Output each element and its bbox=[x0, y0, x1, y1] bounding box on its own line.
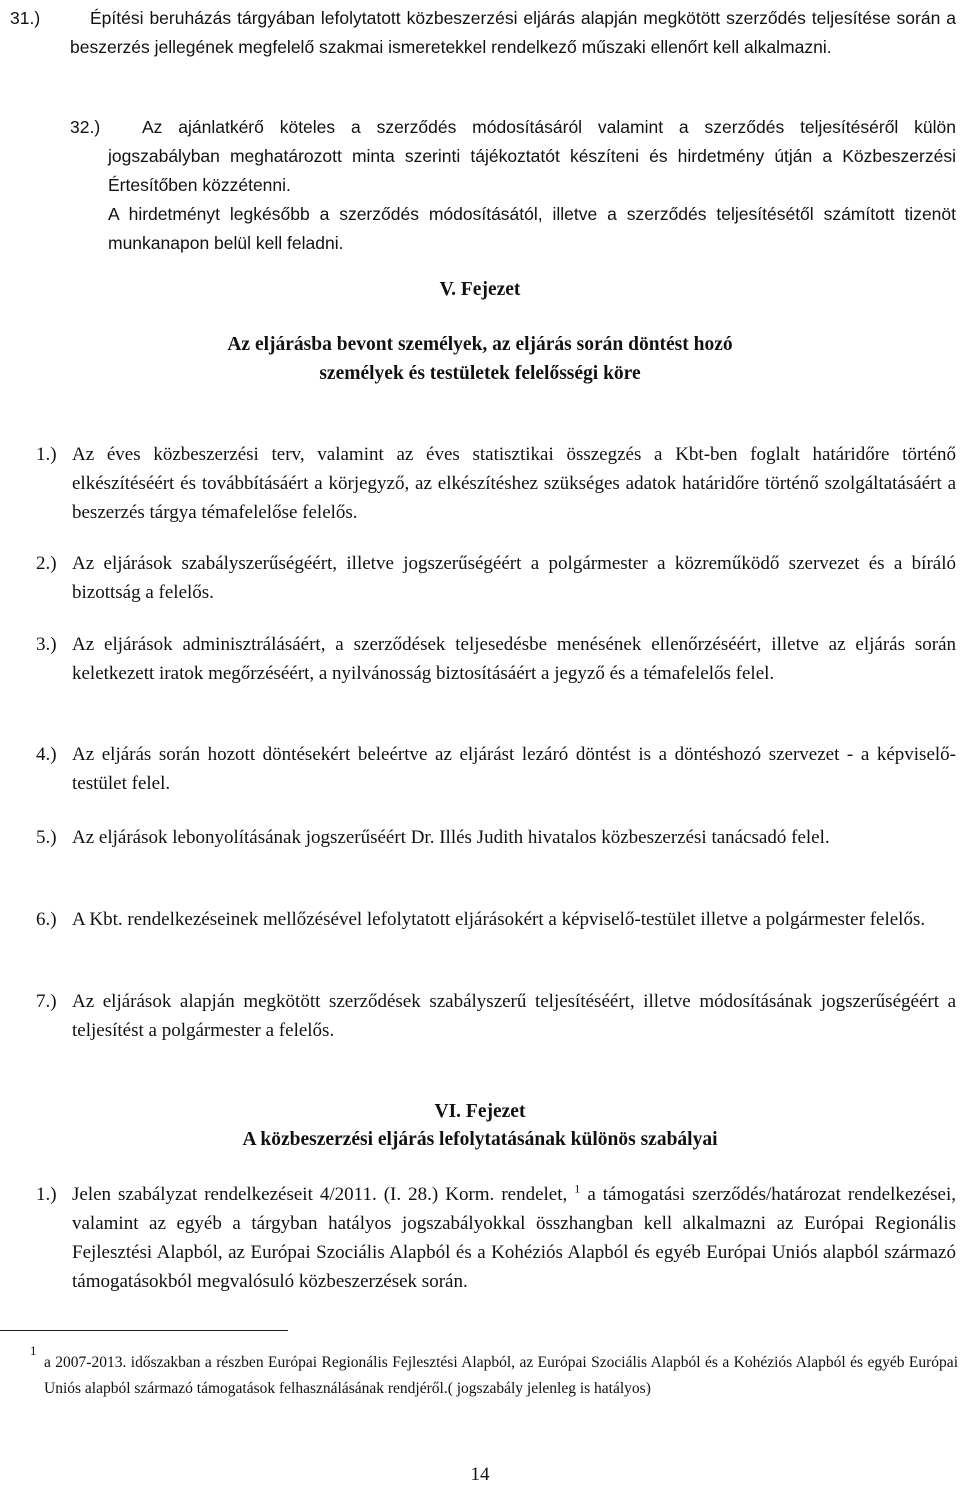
chapter-v-title-line1: Az eljárásba bevont személyek, az eljárás során döntést hozó bbox=[227, 334, 733, 355]
page-number: 14 bbox=[470, 1464, 490, 1485]
item-number: 4.) bbox=[36, 744, 57, 765]
footnote-reference: 1 bbox=[574, 1181, 581, 1196]
item-number: 6.) bbox=[36, 909, 57, 930]
item-text: Az eljárások lebonyolításának jogszerűséért Dr. Illés Judith hivatalos közbeszerzési tanácsadó felel. bbox=[72, 827, 830, 848]
item-text: Az eljárások adminisztrálásáért, a szerződések teljesedésbe menésének ellenőrzéséért, illetve az eljárás során keletkezett iratok megőrzéséért, a nyilvánosság biztosításáért a jegyző és a témafelelős felel. bbox=[72, 634, 956, 684]
item-number: 2.) bbox=[36, 553, 57, 574]
footnote-separator bbox=[0, 1330, 288, 1331]
footnote-text: a 2007-2013. időszakban a részben Európai Regionális Fejlesztési Alapból, az Európai Szociális Alapból és a Kohéziós Alapból és egyéb Európai Uniós alapból származó támogatások felhasználásának rendjéről.( jogszabály jelenleg is hatályos) bbox=[44, 1354, 958, 1397]
paragraph-text: Építési beruházás tárgyában lefolytatott közbeszerzési eljárás alapján megkötött szerződés teljesítése során a beszerzés jellegének megfelelő szakmai ismeretekkel rendelkező műszaki ellenőrt kell alkalmazni. bbox=[70, 8, 956, 57]
chapter-v-number: V. Fejezet bbox=[439, 279, 521, 300]
item-number: 5.) bbox=[36, 827, 57, 848]
chapter-vi-number: VI. Fejezet bbox=[434, 1101, 526, 1122]
item-number: 7.) bbox=[36, 991, 57, 1012]
item-text: Az éves közbeszerzési terv, valamint az éves statisztikai összegzés a Kbt-ben foglalt határidőre történő elkészítéséért és továbbításáért a körjegyző, az elkészítéshez szükséges adatok határidőre történő szolgáltatásáért a beszerzés tárgya témafelelőse felelős. bbox=[72, 444, 956, 523]
chapter-v-title-line2: személyek és testületek felelősségi köre bbox=[319, 363, 641, 384]
paragraph-number: 32.) bbox=[70, 117, 101, 137]
item-text: Az eljárások szabályszerűségéért, illetve jogszerűségéért a polgármester a közreműködő szervezet és a bíráló bizottság a felelős. bbox=[72, 553, 956, 603]
item-number: 1.) bbox=[36, 444, 57, 465]
paragraph-31 bbox=[10, 4, 956, 62]
chapter-v-item-6 bbox=[36, 905, 956, 934]
item-text: Az eljárások alapján megkötött szerződések szabályszerű teljesítéséért, illetve módosításának jogszerűségéért a teljesítést a polgármester a felelős. bbox=[72, 991, 956, 1041]
chapter-v-item-1 bbox=[36, 440, 956, 527]
paragraph-text-continued: A hirdetményt legkésőbb a szerződés módosításától, illetve a szerződés teljesítésétől számított tizenöt munkanapon belül kell feladni. bbox=[108, 204, 956, 253]
item-text: Jelen szabályzat rendelkezéseit 4/2011. (I. 28.) Korm. rendelet, $^1$ a támogatási szerződés/határozat rendelkezései, valamint az egyéb a tárgyban hatályos jogszabályokkal összhangban kell alkalmazni az Európai Regionális Fejlesztési Alapból, az Európai Szociális Alapból és a Kohéziós Alapból és egyéb Európai Uniós alapból származó támogatásokból megvalósuló közbeszerzések során. bbox=[72, 1181, 956, 1292]
chapter-v-item-5 bbox=[36, 823, 956, 852]
chapter-v-item-7 bbox=[36, 987, 956, 1045]
chapter-v-item-3 bbox=[36, 630, 956, 688]
item-number: 3.) bbox=[36, 634, 57, 655]
paragraph-text: Az ajánlatkérő köteles a szerződés módosításáról valamint a szerződés teljesítéséről külön jogszabályban meghatározott minta szerinti tájékoztatót készíteni és hirdetmény útján a Közbeszerzési Értesítőben közzétenni. bbox=[108, 117, 956, 195]
footnote-mark: 1 bbox=[30, 1343, 37, 1358]
chapter-vi-item-1 bbox=[36, 1180, 956, 1296]
item-text: Az eljárás során hozott döntésekért beleértve az eljárást lezáró döntést is a döntéshozó szervezet - a képviselő-testület felel. bbox=[72, 744, 956, 794]
paragraph-32 bbox=[70, 113, 956, 258]
chapter-vi-title: A közbeszerzési eljárás lefolytatásának különös szabályai bbox=[242, 1129, 718, 1150]
item-number: 1.) bbox=[36, 1184, 57, 1205]
chapter-v-item-2 bbox=[36, 549, 956, 607]
paragraph-number: 31.) bbox=[10, 8, 41, 28]
chapter-v-item-4 bbox=[36, 740, 956, 798]
item-text: A Kbt. rendelkezéseinek mellőzésével lefolytatott eljárásokért a képviselő-testület illetve a polgármester felelős. bbox=[72, 909, 926, 930]
